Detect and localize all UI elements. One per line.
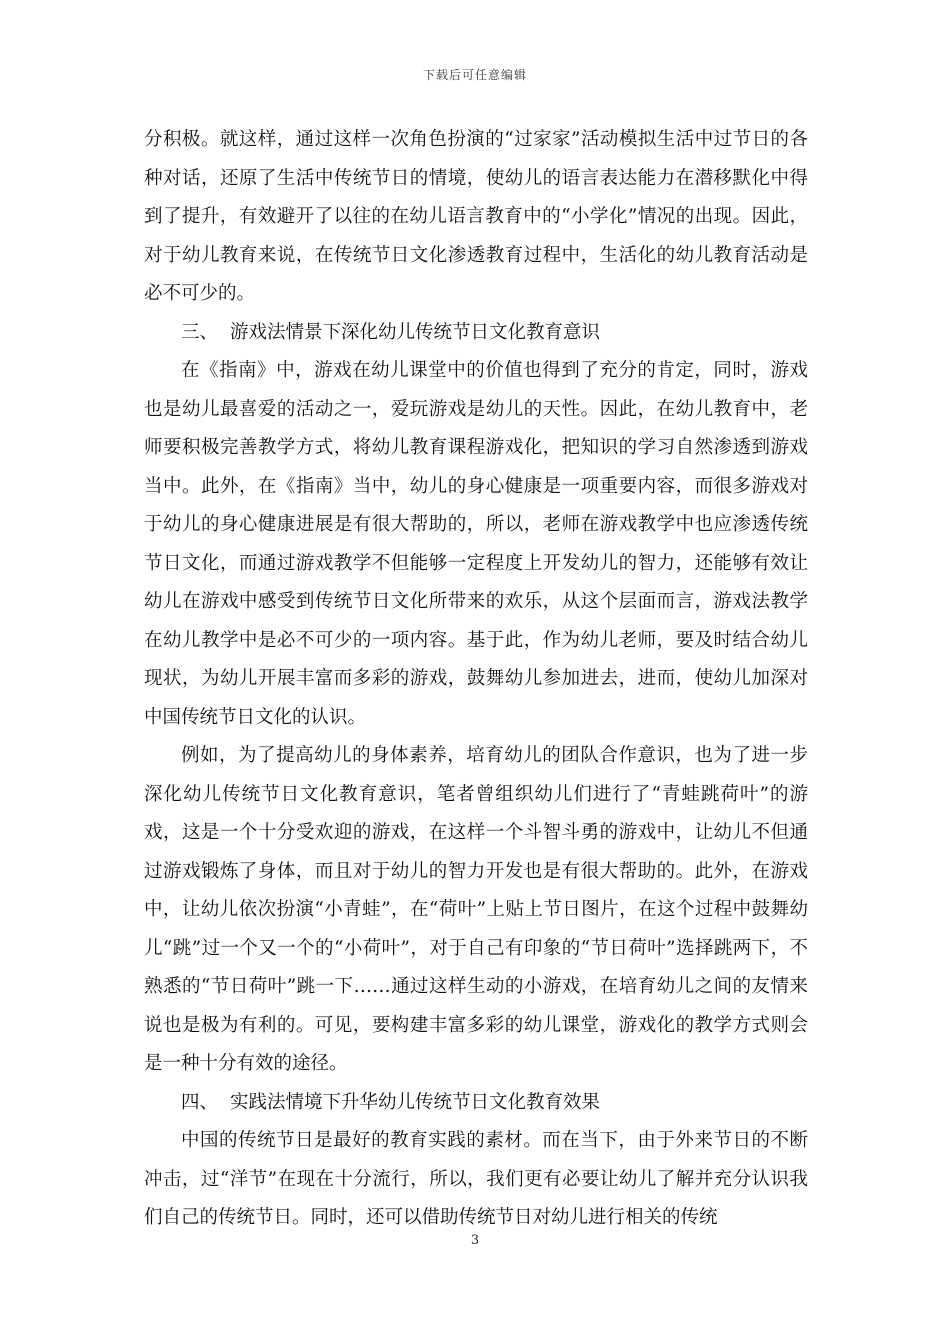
page-number: 3 (470, 1233, 480, 1248)
paragraph: 中国的传统节日是最好的教育实践的素材。而在当下，由于外来节日的不断冲击，过“洋节”在现在十分流行，所以，我们更有必要让幼儿了解并充分认识我们自己的传统节日。同时，还可以借助传统节日对幼儿进行相关的传统 (144, 1130, 808, 1228)
section-heading-4 (144, 1084, 808, 1123)
section-heading-3 (144, 314, 808, 353)
paragraph-continuation: 分积极。就这样，通过这样一次角色扮演的“过家家”活动模拟生活中过节日的各种对话，还原了生活中传统节日的情境，使幼儿的语言表达能力在潜移默化中得到了提升，有效避开了以往的在幼儿语言教育中的“小学化”情况的出现。因此，对于幼儿教育来说，在传统节日文化渗透教育过程中，生活化的幼儿教育活动是必不可少的。 (144, 129, 808, 304)
page-header: 下载后可任意编辑 (422, 68, 527, 82)
section-title: 游戏法情景下深化幼儿传统节日文化教育意识 (230, 321, 601, 343)
document-body (144, 121, 808, 1238)
section-number: 三、 (181, 321, 219, 343)
paragraph: 在《指南》中，游戏在幼儿课堂中的价值也得到了充分的肯定，同时，游戏也是幼儿最喜爱的活动之一，爱玩游戏是幼儿的天性。因此，在幼儿教育中，老师要积极完善教学方式，将幼儿教育课程游戏化，把知识的学习自然渗透到游戏当中。此外，在《指南》当中，幼儿的身心健康是一项重要内容，而很多游戏对于幼儿的身心健康进展是有很大帮助的，所以，老师在游戏教学中也应渗透传统节日文化，而通过游戏教学不但能够一定程度上开发幼儿的智力，还能够有效让幼儿在游戏中感受到传统节日文化所带来的欢乐，从这个层面而言，游戏法教学在幼儿教学中是必不可少的一项内容。基于此，作为幼儿老师，要及时结合幼儿现状，为幼儿开展丰富而多彩的游戏，鼓舞幼儿参加进去，进而，使幼儿加深对中国传统节日文化的认识。 (144, 360, 808, 728)
section-number: 四、 (181, 1091, 219, 1113)
section-title: 实践法情境下升华幼儿传统节日文化教育效果 (230, 1091, 601, 1113)
paragraph: 例如，为了提高幼儿的身体素养，培育幼儿的团队合作意识，也为了进一步深化幼儿传统节日文化教育意识，笔者曾组织幼儿们进行了“青蛙跳荷叶”的游戏，这是一个十分受欢迎的游戏，在这样一个斗智斗勇的游戏中，让幼儿不但通过游戏锻炼了身体，而且对于幼儿的智力开发也是有很大帮助的。此外，在游戏中，让幼儿依次扮演“小青蛙”，在“荷叶”上贴上节日图片，在这个过程中鼓舞幼儿“跳”过一个又一个的“小荷叶”，对于自己有印象的“节日荷叶”选择跳两下，不熟悉的“节日荷叶”跳一下……通过这样生动的小游戏，在培育幼儿之间的友情来说也是极为有利的。可见，要构建丰富多彩的幼儿课堂，游戏化的教学方式则会是一种十分有效的途径。 (144, 745, 808, 1074)
